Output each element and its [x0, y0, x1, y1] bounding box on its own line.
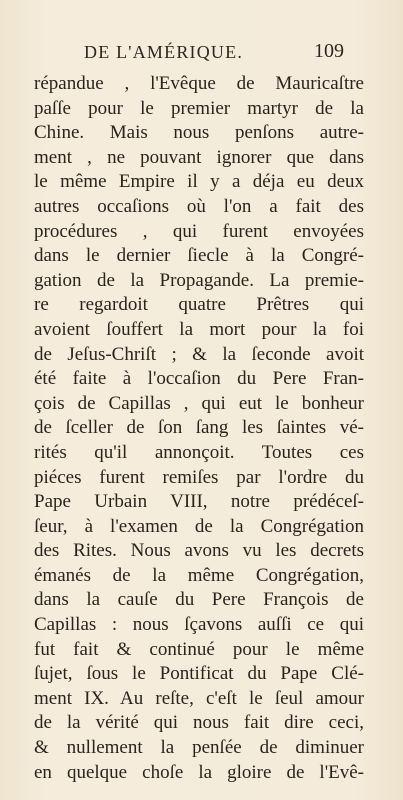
text-line: Pape Urbain VIII, notre prédéceſ-	[34, 491, 364, 513]
text-line: Capillas : nous ſçavons auſſi ce qui	[34, 614, 364, 636]
text-line: en quelque choſe la gloire de l'Evê-	[34, 761, 364, 783]
text-line: ment IX. Au reſte, c'eſt le ſeul amour	[34, 687, 364, 709]
text-line: émanés de la même Congrégation,	[34, 564, 364, 586]
body-text	[34, 72, 364, 783]
running-title: DE L'AMÉRIQUE.	[84, 42, 244, 62]
text-line: répandue , l'Evêque de Mauricaſtre	[34, 73, 364, 94]
text-line: gation de la Propagande. La premie-	[34, 269, 364, 291]
text-line: çois de Capillas , qui eut le bonheur	[34, 392, 364, 414]
text-line: ment , ne pouvant ignorer que dans	[34, 146, 364, 168]
text-line: ſeur, à l'examen de la Congrégation	[34, 515, 364, 537]
text-line: paſſe pour le premier martyr de la	[34, 97, 364, 119]
text-line: des Rites. Nous avons vu les decrets	[34, 540, 364, 562]
text-line: de la vérité qui nous fait dire ceci,	[34, 712, 364, 734]
text-line: été faite à l'occaſion du Pere Fran-	[34, 368, 364, 390]
text-line: piéces furent remiſes par l'ordre du	[34, 466, 364, 488]
text-line: de ſceller de ſon ſang les ſaintes vé-	[34, 417, 364, 439]
page-header	[84, 42, 344, 66]
text-line: procédures , qui furent envoyées	[34, 220, 364, 242]
page-number: 109	[314, 40, 344, 62]
text-line: Chine. Mais nous penſons autre-	[34, 122, 364, 144]
text-line: & nullement la penſée de diminuer	[34, 737, 364, 759]
text-line: avoient ſouffert la mort pour la foi	[34, 318, 364, 340]
text-line: de Jeſus-Chriſt ; & la ſeconde avoit	[34, 343, 364, 365]
text-line: rités qu'il annonçoit. Toutes ces	[34, 441, 364, 463]
text-line: ſujet, ſous le Pontificat du Pape Clé-	[34, 663, 364, 685]
text-line: fut fait & continué pour le même	[34, 638, 364, 660]
text-line: dans le dernier ſiecle à la Congré-	[34, 245, 364, 267]
text-line: re regardoit quatre Prêtres qui	[34, 294, 364, 316]
text-line: dans la cauſe du Pere François de	[34, 589, 364, 611]
text-line: autres occaſions où l'on a fait des	[34, 195, 364, 217]
text-line: le même Empire il y a déja eu deux	[34, 171, 364, 193]
